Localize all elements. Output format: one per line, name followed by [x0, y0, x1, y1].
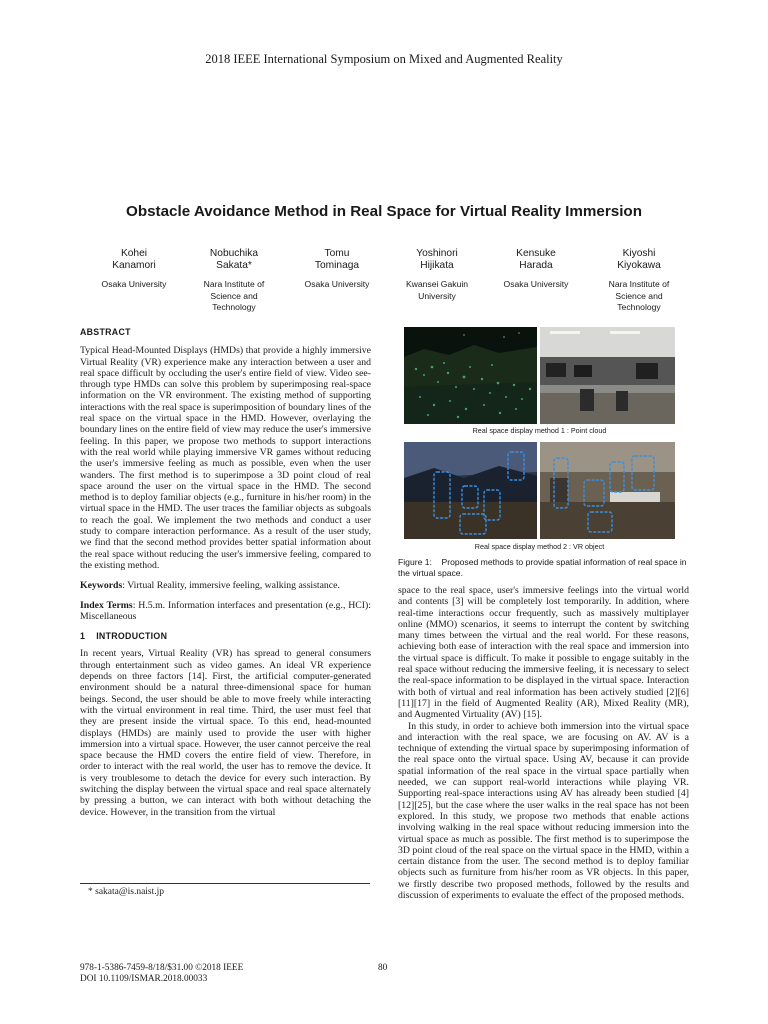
pointcloud-scene — [404, 327, 537, 424]
author-5 — [481, 248, 591, 291]
real-room-scene — [540, 327, 675, 424]
author-first-name: Tomu — [324, 248, 350, 259]
isbn-line: 978-1-5386-7459-8/18/$31.00 ©2018 IEEE — [80, 963, 244, 973]
footnote: * sakata@is.naist.jp — [88, 887, 165, 897]
vr-object-scene — [404, 442, 537, 539]
author-6 — [584, 248, 694, 314]
author-first-name: Kiyoshi — [622, 248, 656, 259]
section-title: INTRODUCTION — [96, 631, 168, 642]
author-last-name: Kiyokawa — [617, 260, 661, 271]
intro-paragraph: In recent years, Virtual Reality (VR) has spread to general consumers through entertainment such as video games. An ideal VR experience depends on three factors [14]. First, the artificial computer-generated environment should be a natural three-dimensional space for human beings. Second, the user should be able to move freely while interacting with the virtual environment in real time. Third, the user must feel that they are present inside the virtual space. To this end, head-mounted displays (HMDs) are mainly used to provide the user with higher immersion into a virtual space. However, the user cannot perceive the real space because the HMD covers the entire field of view. Therefore, in order to interact with the real world, the user has to remove the device. It is very troublesome to detach the device for every such interaction. By switching the display between the virtual space and real space alternately by pressing a button, we can interact with both without detaching the device. However, in the transition from the virtual — [80, 648, 371, 818]
author-affiliation: Nara Institute of Science and Technology — [608, 279, 670, 312]
keywords — [80, 580, 371, 591]
copyright-footer — [80, 963, 243, 984]
index-terms — [80, 600, 371, 623]
author-last-name: Harada — [519, 260, 553, 271]
author-3 — [282, 248, 392, 291]
author-1 — [79, 248, 189, 291]
figure-caption — [398, 557, 698, 579]
figure-caption-text: Proposed methods to provide spatial information of real space in the virtual space. — [398, 557, 687, 578]
author-first-name: Kensuke — [516, 248, 556, 259]
right-column — [398, 585, 689, 901]
paper-title: Obstacle Avoidance Method in Real Space for Virtual Reality Immersion — [126, 203, 642, 220]
figure-label-method-1: Real space display method 1 : Point cloud — [472, 426, 607, 435]
author-last-name: Kanamori — [112, 260, 156, 271]
keywords-label: Keywords — [80, 580, 123, 592]
page-number: 80 — [378, 963, 388, 973]
figure-number: Figure 1: — [398, 557, 432, 567]
abstract-heading: ABSTRACT — [80, 327, 131, 337]
real-room-overlay-scene — [540, 442, 675, 539]
intro-paragraph-continued: space to the real space, user's immersive feelings into the virtual world and contents [3] will be completely lost temporarily. In addition, where real-time interactions occur frequently, such as massively multiplayer online (MMO) scenarios, it seems to interrupt the content by switching many times between the virtual and the real world. For these reasons, achieving both ease of interaction with the real space and immersion into the virtual space is difficult. To make it possible to engage suitably in the real space without reducing the immersive feeling, it is necessary to select the real-space information to be displayed in the virtual space. Interaction with both of virtual and real information has been actively studied [2][6][11][17] in the field of Augmented Reality (AR), Mixed Reality (MR), and Augmented Virtuality (AV) [15]. — [398, 585, 689, 721]
author-last-name: Tominaga — [314, 260, 360, 271]
figure-real-room-image-2 — [540, 442, 675, 539]
keywords-text: : Virtual Reality, immersive feeling, walking assistance. — [122, 580, 340, 592]
figure-vr-object-image — [404, 442, 537, 539]
index-terms-label: Index Terms — [80, 599, 133, 611]
author-affiliation: Kwansei Gakuin University — [405, 279, 469, 301]
left-column — [80, 327, 371, 818]
figure-label-method-2: Real space display method 2 : VR object — [474, 542, 605, 551]
index-terms-text: : H.5.m. Information interfaces and presentation (e.g., HCI): Miscellaneous — [80, 599, 371, 622]
author-first-name: Yoshinori — [416, 248, 458, 259]
author-affiliation: Nara Institute of Science and Technology — [203, 279, 265, 312]
footnote-rule — [80, 883, 370, 884]
author-4 — [382, 248, 492, 302]
conference-header: 2018 IEEE International Symposium on Mixed and Augmented Reality — [205, 52, 563, 66]
author-affiliation: Osaka University — [503, 279, 569, 289]
intro-heading — [80, 631, 371, 642]
section-number: 1 — [80, 631, 86, 642]
doi-line: DOI 10.1109/ISMAR.2018.00033 — [80, 973, 208, 984]
author-affiliation: Osaka University — [304, 279, 370, 289]
figure-real-room-image-1 — [540, 327, 675, 424]
author-last-name: Hijikata — [420, 260, 454, 271]
abstract-text: Typical Head-Mounted Displays (HMDs) that provide a highly immersive Virtual Reality (VR) experience make any interaction between a user and real space difficult by occluding the user's entire field of view. Video see-through type HMDs can solve this problem by superimposing real-space information on the VR environment. The existing method of supporting interactions with the real space is superimposition of boundary lines of the real space on the virtual space in the HMD. However, overlaying the boundary lines on the entire field of view may reduce the user's immersive feeling. In this paper, we propose two methods to support interactions with the real world while playing immersive VR games without reducing the user's immersive feeling as much as possible, even when the user wanders. The first method is to superimpose a 3D point cloud of real space around the user on the virtual space in the HMD. The second method is to deploy familiar objects (e.g., furniture in his/her room) in the virtual space in the HMD. The user traces the familiar objects as subgoals to reach the goal. We implement the two methods and conduct a user study to compare interaction performance. As a result of the user study, we find that the second method provides better spatial information about the real space without reducing the user's immersive feeling, compared to the existing method. — [80, 345, 371, 571]
intro-paragraph-2: In this study, in order to achieve both immersion into the virtual space and interaction with the real space, we are focusing on AV. AV is a technique of extending the virtual space by superimposing information of the real space onto the virtual space. Using AV, because it can provide spatial information of the real space in the virtual space partially when needed, we can support real-world interactions while playing VR. Supporting real-space interactions using AV has already been studied [4][12][25], but the case where the user walks in the real space has not been explored. In this study, we propose two methods that enable actions involving walking in the real space without reducing immersion into the virtual space as much as possible. The first method is to superimpose the 3D point cloud of the real space on the virtual space in the HMD, within a certain distance from the user. The second method is to deploy familiar objects such as furniture from his/her room as VR objects. In this paper, we firstly describe two proposed methods, followed by the results and discussion of experiments to evaluate the effect of the proposed methods. — [398, 720, 689, 902]
figure-vr-pointcloud-image — [404, 327, 537, 424]
author-first-name: Kohei — [120, 248, 148, 259]
author-2 — [179, 248, 289, 314]
author-affiliation: Osaka University — [101, 279, 167, 289]
author-first-name: Nobuchika — [209, 248, 259, 259]
author-last-name: Sakata* — [216, 260, 252, 271]
